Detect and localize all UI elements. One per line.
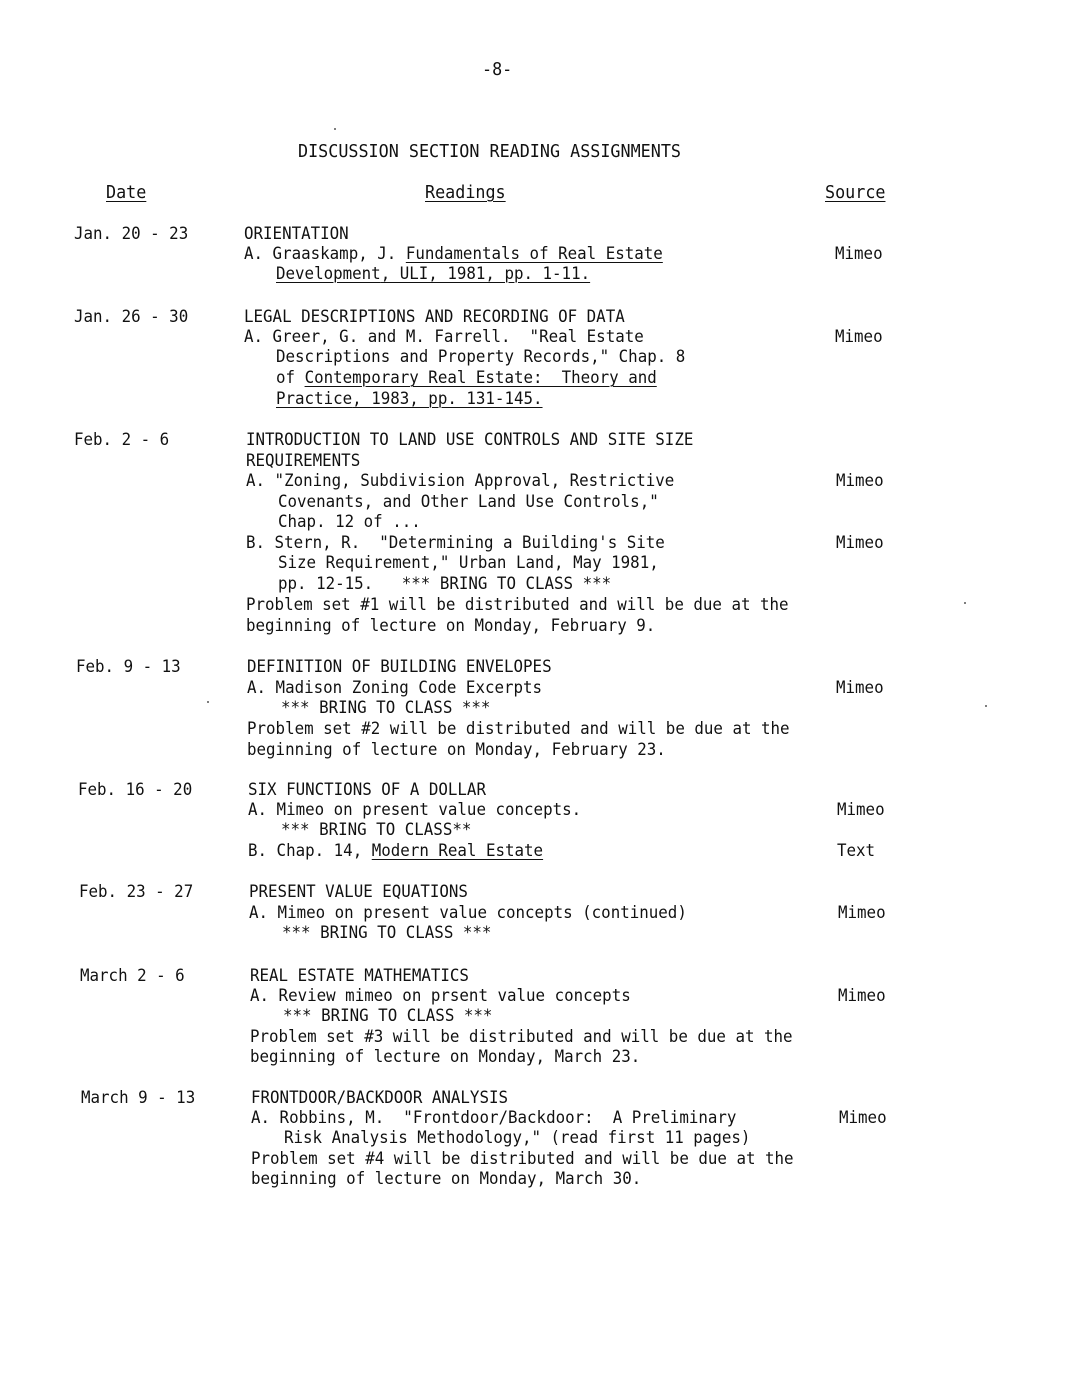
reading-source: Mimeo (835, 244, 883, 264)
problem-set-note: Problem set #4 will be distributed and will be due at the (251, 1149, 794, 1169)
week-date: Feb. 16 - 20 (78, 780, 193, 800)
week-topic: REAL ESTATE MATHEMATICS (250, 966, 469, 986)
week-topic-continued: REQUIREMENTS (246, 451, 361, 471)
column-header-readings: Readings (425, 182, 506, 203)
reading-line: A. "Zoning, Subdivision Approval, Restrictive (246, 471, 675, 491)
reading-source: Mimeo (836, 471, 884, 491)
reading-source: Mimeo (839, 1108, 887, 1128)
week-topic: INTRODUCTION TO LAND USE CONTROLS AND SITE SIZE (246, 430, 694, 450)
week-date: Feb. 9 - 13 (76, 657, 181, 677)
reading-source: Mimeo (838, 986, 886, 1006)
week-topic: LEGAL DESCRIPTIONS AND RECORDING OF DATA (244, 307, 625, 327)
reading-title: Contemporary Real Estate: Theory and (304, 368, 657, 388)
reading-line (244, 244, 663, 264)
reading-line: A. Greer, G. and M. Farrell. "Real Estate (244, 327, 644, 347)
reading-text: of (276, 368, 305, 388)
week-date: Jan. 26 - 30 (74, 307, 189, 327)
week-topic: DEFINITION OF BUILDING ENVELOPES (247, 657, 552, 677)
week-topic: ORIENTATION (244, 224, 349, 244)
scan-speck (207, 701, 209, 703)
column-header-date: Date (106, 182, 147, 203)
reading-title: Development (276, 264, 381, 284)
reading-line: pp. 12-15. *** BRING TO CLASS *** (278, 574, 612, 594)
scan-speck (964, 602, 966, 604)
problem-set-note: Problem set #1 will be distributed and will be due at the (246, 595, 789, 615)
reading-source: Mimeo (835, 327, 883, 347)
week-topic: FRONTDOOR/BACKDOOR ANALYSIS (251, 1088, 508, 1108)
problem-set-note: beginning of lecture on Monday, February 9. (246, 616, 656, 636)
week-date: March 9 - 13 (81, 1088, 196, 1108)
reading-line: A. Robbins, M. "Frontdoor/Backdoor: A Preliminary (251, 1108, 737, 1128)
reading-line: Size Requirement," Urban Land, May 1981, (278, 553, 659, 573)
reading-author: A. Graaskamp, J. (244, 244, 406, 264)
reading-title: Fundamentals of Real Estate (405, 244, 663, 264)
reading-line (276, 368, 657, 388)
problem-set-note: Problem set #2 will be distributed and will be due at the (247, 719, 790, 739)
reading-line: Covenants, and Other Land Use Controls," (278, 492, 659, 512)
week-date: Feb. 2 - 6 (74, 430, 170, 450)
problem-set-note: beginning of lecture on Monday, February 23. (247, 740, 666, 760)
reading-line: B. Stern, R. "Determining a Building's Site (246, 533, 665, 553)
reading-line: A. Mimeo on present value concepts (continued) (249, 903, 687, 923)
reading-line (248, 841, 543, 861)
reading-line (276, 389, 543, 409)
bring-to-class-note: *** BRING TO CLASS *** (281, 698, 491, 718)
reading-source: Mimeo (838, 903, 886, 923)
reading-line: Risk Analysis Methodology," (read first 11 pages) (284, 1128, 751, 1148)
reading-line: A. Review mimeo on prsent value concepts (250, 986, 631, 1006)
problem-set-note: beginning of lecture on Monday, March 30. (251, 1169, 642, 1189)
week-date: March 2 - 6 (80, 966, 185, 986)
reading-source: Mimeo (837, 800, 885, 820)
scan-speck (985, 705, 987, 707)
reading-title: Practice (276, 389, 353, 409)
problem-set-note: beginning of lecture on Monday, March 23. (250, 1047, 641, 1067)
page-number: -8- (482, 59, 513, 80)
reading-source: Mimeo (836, 533, 884, 553)
reading-citation: , 1983, pp. 131-145. (352, 389, 543, 409)
reading-line (276, 264, 590, 284)
reading-citation: , ULI, 1981, pp. 1-11. (380, 264, 591, 284)
week-topic: SIX FUNCTIONS OF A DOLLAR (248, 780, 486, 800)
reading-line: Descriptions and Property Records," Chap. 8 (276, 347, 686, 367)
reading-title: Modern Real Estate (371, 841, 544, 861)
bring-to-class-note: *** BRING TO CLASS *** (283, 1006, 493, 1026)
bring-to-class-note: *** BRING TO CLASS *** (282, 923, 492, 943)
bring-to-class-note: *** BRING TO CLASS** (281, 820, 472, 840)
scan-speck (334, 128, 336, 130)
column-header-source: Source (825, 182, 886, 203)
week-date: Feb. 23 - 27 (79, 882, 194, 902)
reading-line: A. Madison Zoning Code Excerpts (247, 678, 543, 698)
reading-source: Text (837, 841, 876, 861)
problem-set-note: Problem set #3 will be distributed and will be due at the (250, 1027, 793, 1047)
reading-line: A. Mimeo on present value concepts. (248, 800, 582, 820)
week-date: Jan. 20 - 23 (74, 224, 189, 244)
week-topic: PRESENT VALUE EQUATIONS (249, 882, 468, 902)
reading-source: Mimeo (836, 678, 884, 698)
page-title: DISCUSSION SECTION READING ASSIGNMENTS (298, 141, 681, 162)
reading-text: B. Chap. 14, (248, 841, 372, 861)
reading-line: Chap. 12 of ... (278, 512, 421, 532)
